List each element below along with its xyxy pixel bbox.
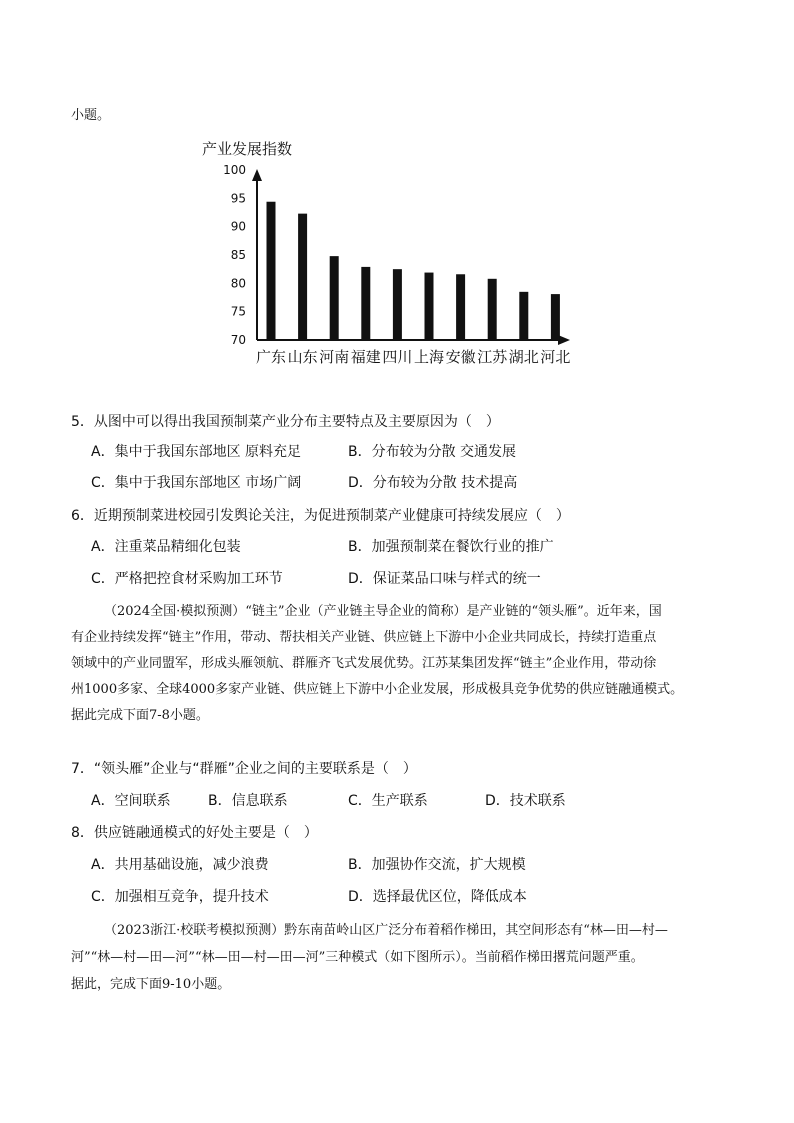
x-category-label: 四川 [382,348,413,366]
bar-3 [361,267,370,340]
x-category-label: 湖北 [508,348,539,366]
q8-stem: 8．供应链融通模式的好处主要是（ ） [71,825,318,841]
x-category-label: 山东 [287,348,318,366]
y-tick-label: 85 [230,248,246,262]
passage2-line2: 有企业持续发挥“链主”作用，带动、帮扶相关产业链、供应链上下游中小企业共同成长，持续打造重点 [71,630,657,645]
q5-option-a[interactable]: A．集中于我国东部地区 原料充足 [91,444,302,460]
y-tick-label: 100 [223,163,246,177]
bar-9 [551,294,560,340]
q7-option-b[interactable]: B．信息联系 [208,793,288,809]
y-tick-label: 95 [230,191,246,206]
x-category-label: 河北 [540,348,571,366]
x-category-label: 河南 [319,348,350,366]
q6-option-c[interactable]: C．严格把控食材采购加工环节 [91,571,283,587]
q5-option-d[interactable]: D．分布较为分散 技术提高 [348,475,518,491]
q7-option-c[interactable]: C．生产联系 [348,793,428,809]
bar-chart [190,133,610,373]
q5-option-c[interactable]: C．集中于我国东部地区 市场广阔 [91,475,302,491]
y-tick-label: 80 [230,276,246,291]
x-category-label: 安徽 [445,348,476,366]
passage2-line1: （2024全国·模拟预测）“链主”企业（产业链主导企业的简称）是产业链的“领头雁”。近年来，国 [104,604,662,619]
q7-stem: 7．“领头雁”企业与“群雁”企业之间的主要联系是（ ） [71,761,417,777]
passage3-line2: 河”“林—村—田—河”“林—田—村—田—河”三种模式（如下图所示）。当前稻作梯田撂荒问题严重。 [71,950,644,965]
y-tick-label: 75 [230,304,246,319]
q5-stem: 5．从图中可以得出我国预制菜产业分布主要特点及主要原因为（ ） [71,414,500,430]
q6-option-b[interactable]: B．加强预制菜在餐饮行业的推广 [348,539,554,555]
q6-option-a[interactable]: A．注重菜品精细化包装 [91,539,241,555]
passage2-line5: 据此完成下面7-8小题。 [71,708,209,723]
bar-1 [298,214,307,340]
bar-4 [393,269,402,340]
y-axis-arrow [252,169,262,181]
x-category-label: 江苏 [477,348,508,366]
q6-stem: 6．近期预制菜进校园引发舆论关注，为促进预制菜产业健康可持续发展应（ ） [71,508,570,524]
passage2-line3: 领域中的产业同盟军，形成头雁领航、群雁齐飞式发展优势。江苏某集团发挥“链主”企业作用，带动徐 [71,656,657,671]
x-category-label: 福建 [350,348,381,366]
q7-option-d[interactable]: D．技术联系 [485,793,566,809]
q5-option-b[interactable]: B．分布较为分散 交通发展 [348,444,517,460]
passage3-line3: 据此，完成下面9-10小题。 [71,977,231,992]
bar-2 [330,256,339,340]
chart-ylabel: 产业发展指数 [202,140,293,158]
intro-tail: 小题。 [71,108,111,123]
bar-6 [456,274,465,340]
passage3-line1: （2023浙江·校联考模拟预测）黔东南苗岭山区广泛分布着稻作梯田，其空间形态有“林—田—村— [104,923,668,938]
y-tick-label: 70 [230,333,246,347]
x-category-label: 广东 [255,348,287,366]
bar-8 [519,292,528,340]
bar-7 [488,279,497,340]
passage2-line4: 州1000多家、全球4000多家产业链、供应链上下游中小企业发展，形成极具竞争优势的供应链融通模式。 [71,682,684,697]
q8-option-b[interactable]: B．加强协作交流，扩大规模 [348,857,526,873]
bar-5 [425,273,434,340]
q8-option-c[interactable]: C．加强相互竞争，提升技术 [91,889,269,905]
q8-option-d[interactable]: D．选择最优区位，降低成本 [348,889,527,905]
x-category-label: 上海 [413,348,445,366]
q6-option-d[interactable]: D．保证菜品口味与样式的统一 [348,571,541,587]
bar-0 [267,202,276,340]
q8-option-a[interactable]: A．共用基础设施，减少浪费 [91,857,269,873]
y-tick-label: 90 [230,219,246,234]
q7-option-a[interactable]: A．空间联系 [91,793,171,809]
